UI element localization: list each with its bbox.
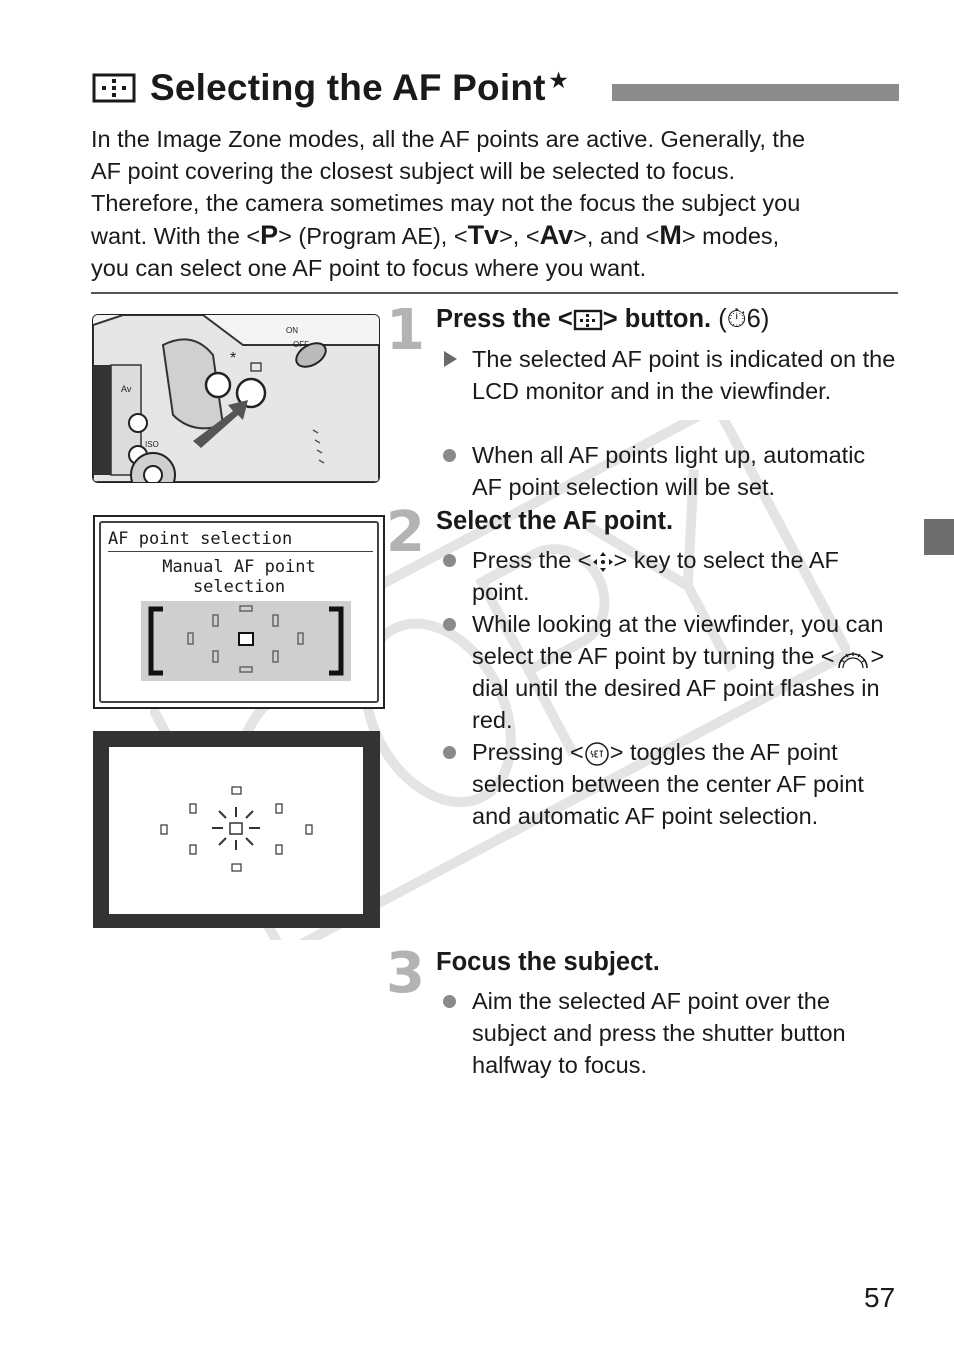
list-item: The selected AF point is indicated on the LCD monitor and in the viewfinder. <box>440 343 900 407</box>
mode-tv: Tv <box>467 220 500 250</box>
intro-line: In the Image Zone modes, all the AF points are active. Generally, the <box>91 126 806 152</box>
lcd-heading: AF point selection <box>108 529 293 549</box>
viewfinder-illustration <box>93 731 380 928</box>
bullet-icon <box>443 746 456 759</box>
camera-back-illustration <box>92 314 380 483</box>
off-label: OFF <box>293 340 309 349</box>
af-point-selection-icon <box>573 308 603 332</box>
list-item: When all AF points light up, automatic AF point selection will be set. <box>440 439 900 503</box>
step-heading: Select the AF point. <box>436 507 674 535</box>
page-header <box>92 66 568 110</box>
av-label: Av <box>121 384 132 394</box>
page-number: 57 <box>864 1282 896 1313</box>
bullet-icon <box>443 995 456 1008</box>
step-number: 1 <box>386 298 425 363</box>
page-reference: (⏱6) <box>718 305 770 333</box>
lcd-screen <box>93 515 385 709</box>
arrow-bullet-icon <box>444 351 457 367</box>
list-item: While looking at the viewfinder, you can select the AF point by turning the < > dial until the desired AF point flashes in red. <box>440 608 900 736</box>
camera-drawing <box>93 315 379 482</box>
list-item: Press the < > key to select the AF point. <box>440 544 900 608</box>
iso-label: ISO <box>145 440 159 449</box>
mode-m: M <box>659 220 682 250</box>
lcd-text-line: selection <box>192 577 286 597</box>
af-point-selection-icon <box>92 72 136 104</box>
step-number: 3 <box>386 941 425 1006</box>
viewfinder-drawing <box>93 731 380 928</box>
intro-line: want. With the <P> (Program AE), <Tv>, <Av>, and <M> modes, <box>91 220 780 250</box>
intro-line: you can select one AF point to focus where you want. <box>91 255 647 281</box>
lcd-text-line: Manual AF point <box>162 557 316 577</box>
step-number: 2 <box>386 500 425 565</box>
intro-line: AF point covering the closest subject will be selected to focus. <box>91 158 735 184</box>
list-item: Pressing < > toggles the AF point selection between the center AF point and automatic AF point selection. <box>440 736 900 832</box>
chapter-tab <box>924 519 954 555</box>
on-label: ON <box>286 326 298 335</box>
mode-p: P <box>260 220 279 250</box>
bullet-icon <box>443 449 456 462</box>
lcd-heading-rule <box>108 551 373 552</box>
set-button-icon <box>584 741 610 767</box>
step-heading: Focus the subject. <box>436 948 660 976</box>
step-heading: Press the < > button. (⏱6) <box>436 305 770 333</box>
title-decoration-bar <box>612 84 899 101</box>
af-point-grid <box>141 601 351 681</box>
intro-paragraph <box>91 123 891 284</box>
page-title: Selecting the AF Point ★ <box>150 67 568 108</box>
svg-text:*: * <box>230 350 237 367</box>
divider <box>91 292 898 294</box>
star-icon: ★ <box>549 69 568 92</box>
list-item: Aim the selected AF point over the subject and press the shutter button halfway to focus. <box>440 985 900 1081</box>
bullet-icon <box>443 554 456 567</box>
bullet-icon <box>443 618 456 631</box>
lcd-inner <box>99 521 379 703</box>
cross-keys-icon <box>592 551 614 573</box>
main-dial-icon <box>835 646 871 670</box>
mode-av: Av <box>539 220 574 250</box>
intro-line: Therefore, the camera sometimes may not the focus the subject you <box>91 190 801 216</box>
